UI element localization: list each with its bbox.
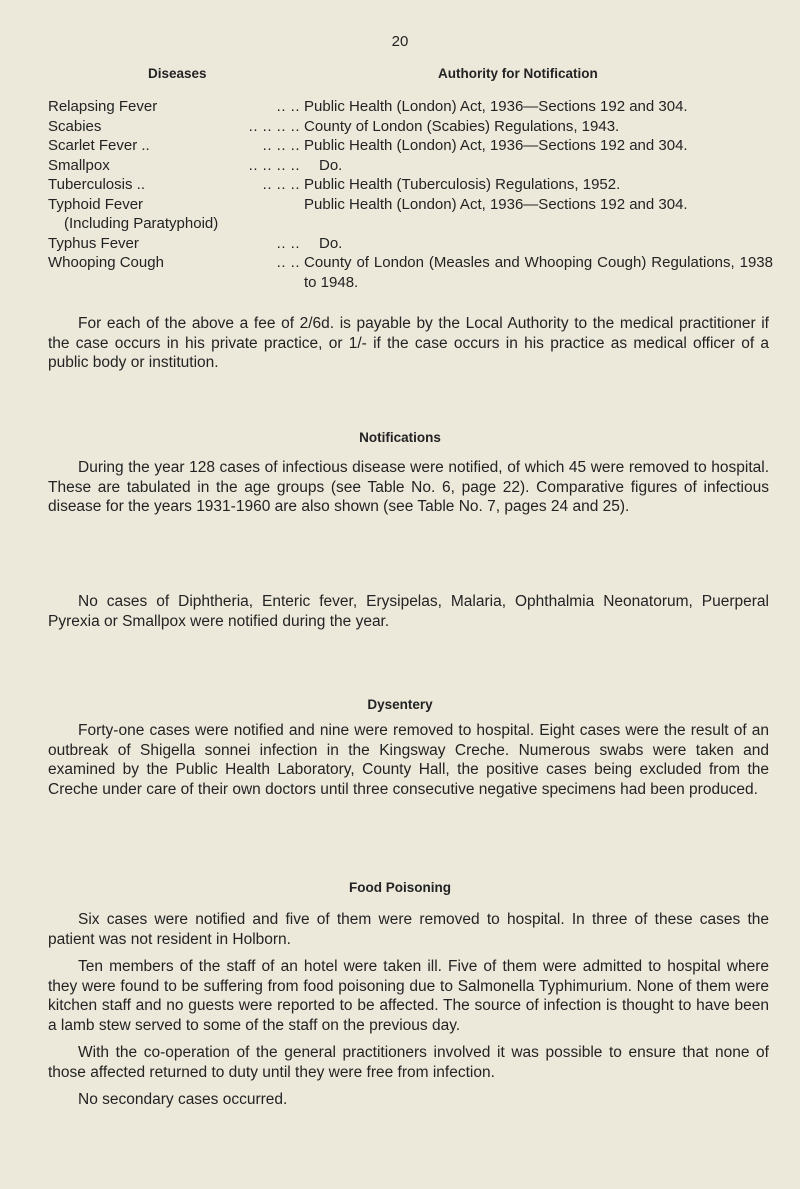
- food-poisoning-paragraph-3: With the co-operation of the general practitioners involved it was possible to ensure that none of those affected returned to duty until they were free from infection.: [48, 1044, 769, 1081]
- disease-name: Scarlet Fever ..: [48, 137, 150, 154]
- leader-dots: .. ..: [276, 98, 300, 115]
- notifications-section: [48, 458, 769, 525]
- authority-text: Public Health (London) Act, 1936—Sections 192 and 304.: [304, 195, 688, 213]
- table-row: [48, 117, 773, 137]
- food-poisoning-paragraph-2: Ten members of the staff of an hotel were taken ill. Five of them were admitted to hospital where they were found to be suffering from food poisoning due to Salmonella Typhimurium. None of them were kitchen staff and no guests were reported to be affected. The source of infection is thought to have been a lamb stew served to some of the staff on the previous day.: [48, 958, 769, 1034]
- disease-name: Typhoid Fever: [48, 195, 144, 213]
- disease-name: Relapsing Fever: [48, 98, 158, 115]
- notifications-section-2: [48, 592, 769, 639]
- leader-dots: .. .. .. ..: [248, 117, 300, 135]
- table-row: [48, 234, 773, 254]
- notifications-paragraph-1: During the year 128 cases of infectious disease were notified, of which 45 were removed to hospital. These are tabulated in the age groups (see Table No. 6, page 22). Comparative figures of infectious disease for the years 1931-1960 are also shown (see Table No. 7, pages 24 and 25).: [48, 459, 769, 515]
- fee-section: [48, 314, 769, 381]
- table-row: [48, 175, 773, 195]
- food-poisoning-paragraph-1: Six cases were notified and five of them were removed to hospital. In three of these cases the patient was not resident in Holborn.: [48, 911, 769, 948]
- authority-text: Public Health (London) Act, 1936—Sections 192 and 304.: [304, 98, 688, 115]
- disease-name: Tuberculosis ..: [48, 176, 145, 193]
- leader-dots: .. .. .. ..: [248, 156, 300, 174]
- dysentery-paragraph: Forty-one cases were notified and nine were removed to hospital. Eight cases were the result of an outbreak of Shigella sonnei infection in the Kingsway Creche. Numerous swabs were taken and examined by the Public Health Laboratory, County Hall, the positive cases being excluded from the Creche under care of their own doctors until three consecutive negative specimens had been produced.: [48, 722, 769, 798]
- authority-text: Do.: [319, 234, 343, 252]
- authority-text: Public Health (London) Act, 1936—Sections 192 and 304.: [304, 137, 688, 154]
- notifications-heading: Notifications: [359, 430, 441, 445]
- fee-paragraph: For each of the above a fee of 2/6d. is payable by the Local Authority to the medical practitioner if the case occurs in his private practice, or 1/- if the case occurs in his practice as medical officer of a public body or institution.: [48, 315, 769, 371]
- notification-table: [48, 97, 773, 292]
- dysentery-section: [48, 721, 769, 807]
- table-row: [48, 195, 773, 234]
- food-poisoning-heading: Food Poisoning: [349, 880, 451, 895]
- table-row: [48, 136, 773, 156]
- leader-dots: .. ..: [276, 234, 300, 252]
- page-number: 20: [391, 33, 409, 50]
- authority-text: County of London (Measles and Whooping Cough) Regulations, 1938 to 1948.: [304, 254, 773, 291]
- table-row: [48, 97, 773, 117]
- disease-name: Typhus Fever: [48, 234, 139, 252]
- table-row: [48, 156, 773, 176]
- leader-dots: .. ..: [276, 254, 300, 271]
- column-heading-authority: Authority for Notification: [438, 66, 598, 81]
- leader-dots: .. .. ..: [262, 176, 300, 193]
- authority-text: Do.: [319, 156, 343, 174]
- leader-dots: .. .. ..: [262, 137, 300, 154]
- authority-text: Public Health (Tuberculosis) Regulations, 1952.: [304, 176, 621, 193]
- disease-name: Scabies: [48, 117, 102, 135]
- dysentery-heading: Dysentery: [367, 697, 433, 712]
- disease-subname: (Including Paratyphoid): [64, 215, 219, 232]
- disease-name: Whooping Cough: [48, 254, 164, 271]
- notifications-paragraph-2: No cases of Diphtheria, Enteric fever, Erysipelas, Malaria, Ophthalmia Neonatorum, Puerperal Pyrexia or Smallpox were notified during the year.: [48, 593, 769, 630]
- disease-name: Smallpox: [48, 156, 110, 174]
- authority-text: County of London (Scabies) Regulations, 1943.: [304, 117, 620, 135]
- table-row: [48, 253, 773, 292]
- food-poisoning-section: [48, 910, 769, 1118]
- column-heading-diseases: Diseases: [148, 66, 207, 81]
- food-poisoning-paragraph-4: No secondary cases occurred.: [78, 1091, 288, 1108]
